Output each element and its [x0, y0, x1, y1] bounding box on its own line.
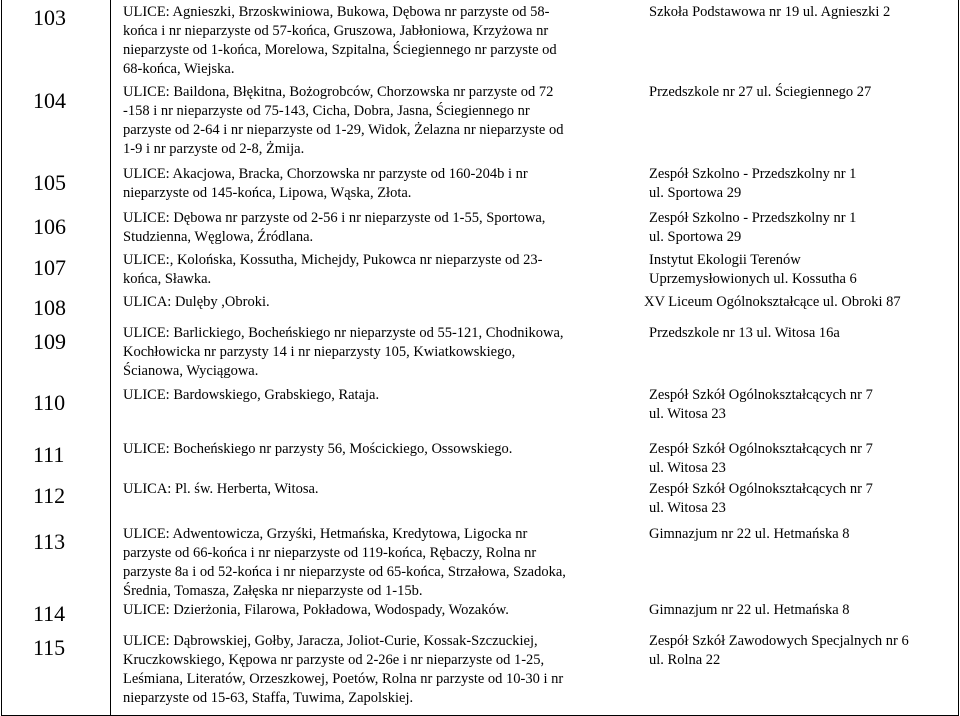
school-name: Zespół Szkolno - Przedszkolny nr 1 ul. Sportowa 29 [649, 210, 857, 245]
school-name: Szkoła Podstawowa nr 19 ul. Agnieszki 2 [649, 4, 891, 20]
row-number: 114 [33, 601, 66, 626]
school-name: Gimnazjum nr 22 ul. Hetmańska 8 [649, 602, 850, 618]
row-number: 112 [33, 483, 66, 508]
street-list: ULICE: Adwentowicza, Grzyśki, Hetmańska, Kredytowa, Ligocka nr parzyste od 66-końca i nr nieparzyste od 119-końca, Rębaczy, Rolna nr parzyste 8a i od 52-końca i nr nieparzyste od 65-końca, Strzałowa, Szadoka, Średnia, Tomasza, Załęska nr nieparzyste od 1-15b. [123, 526, 566, 599]
street-list: ULICA: Pl. św. Herberta, Witosa. [123, 481, 319, 497]
number-column-divider [110, 0, 111, 716]
street-list: ULICE: Bardowskiego, Grabskiego, Rataja. [123, 387, 380, 403]
street-list: ULICE: Bocheńskiego nr parzysty 56, Mościckiego, Ossowskiego. [123, 441, 513, 457]
school-name: Przedszkole nr 13 ul. Witosa 16a [649, 325, 840, 341]
school-name: Zespół Szkół Zawodowych Specjalnych nr 6 ul. Rolna 22 [649, 633, 909, 668]
street-list: ULICE: Dębowa nr parzyste od 2-56 i nr nieparzyste od 1-55, Sportowa, Studzienna, Węglowa, Źródlana. [123, 210, 546, 245]
row-number: 106 [33, 214, 66, 239]
street-list: ULICE:, Kolońska, Kossutha, Michejdy, Pukowca nr nieparzyste od 23- końca, Sławka. [123, 252, 543, 287]
street-list: ULICE: Akacjowa, Bracka, Chorzowska nr parzyste od 160-204b i nr nieparzyste od 145-końca, Lipowa, Wąska, Złota. [123, 166, 528, 201]
row-number: 105 [33, 170, 66, 195]
school-name: Zespół Szkół Ogólnokształcących nr 7 ul. Witosa 23 [649, 387, 873, 422]
school-name: XV Liceum Ogólnokształcące ul. Obroki 87 [644, 294, 901, 310]
school-name: Instytut Ekologii Terenów Uprzemysłowionych ul. Kossutha 6 [649, 252, 857, 287]
row-number: 103 [33, 5, 66, 30]
row-number: 113 [33, 529, 66, 554]
street-list: ULICA: Dulęby ,Obroki. [123, 294, 270, 310]
row-number: 108 [33, 295, 66, 320]
row-number: 115 [33, 635, 66, 660]
row-number: 109 [33, 329, 66, 354]
street-list: ULICE: Agnieszki, Brzoskwiniowa, Bukowa, Dębowa nr parzyste od 58- końca i nr nieparzyste od 57-końca, Gruszowa, Jabłoniowa, Krzyżowa nr nieparzyste od 1-końca, Morelowa, Szpitalna, Ściegiennego nr parzyste od 68-końca, Wiejska. [123, 4, 557, 77]
school-name: Zespół Szkolno - Przedszkolny nr 1 ul. Sportowa 29 [649, 166, 857, 201]
school-name: Gimnazjum nr 22 ul. Hetmańska 8 [649, 526, 850, 542]
school-name: Zespół Szkół Ogólnokształcących nr 7 ul. Witosa 23 [649, 441, 873, 476]
street-list: ULICE: Barlickiego, Bocheńskiego nr nieparzyste od 55-121, Chodnikowa, Kochłowicka nr parzysty 14 i nr nieparzysty 105, Kwiatkowskiego, Ścianowa, Wyciągowa. [123, 325, 564, 379]
school-name: Zespół Szkół Ogólnokształcących nr 7 ul. Witosa 23 [649, 481, 873, 516]
school-name: Przedszkole nr 27 ul. Ściegiennego 27 [649, 84, 872, 100]
right-border [958, 0, 959, 716]
left-border [1, 0, 2, 716]
row-number: 104 [33, 88, 66, 113]
street-list: ULICE: Dzierżonia, Filarowa, Pokładowa, Wodospady, Wozaków. [123, 602, 509, 618]
street-list: ULICE: Dąbrowskiej, Gołby, Jaracza, Joliot-Curie, Kossak-Szczuckiej, Kruczkowskiego, Kępowa nr parzyste od 2-26e i nr nieparzyste od 1-25, Leśmiana, Literatów, Orzeszkowej, Poetów, Rolna nr parzyste od 10-30 i nr nieparzyste od 15-63, Staffa, Tuwima, Zapolskiej. [123, 633, 564, 706]
row-number: 107 [33, 255, 66, 280]
row-number: 110 [33, 390, 66, 415]
row-number: 111 [33, 442, 65, 467]
street-list: ULICE: Baildona, Błękitna, Bożogrobców, Chorzowska nr parzyste od 72 -158 i nr nieparzyste od 75-143, Cicha, Dobra, Jasna, Ściegiennego nr parzyste od 2-64 i nr nieparzyste od 1-29, Widok, Żelazna nr nieparzyste od 1-9 i nr parzyste od 2-8, Żmija. [123, 84, 564, 157]
